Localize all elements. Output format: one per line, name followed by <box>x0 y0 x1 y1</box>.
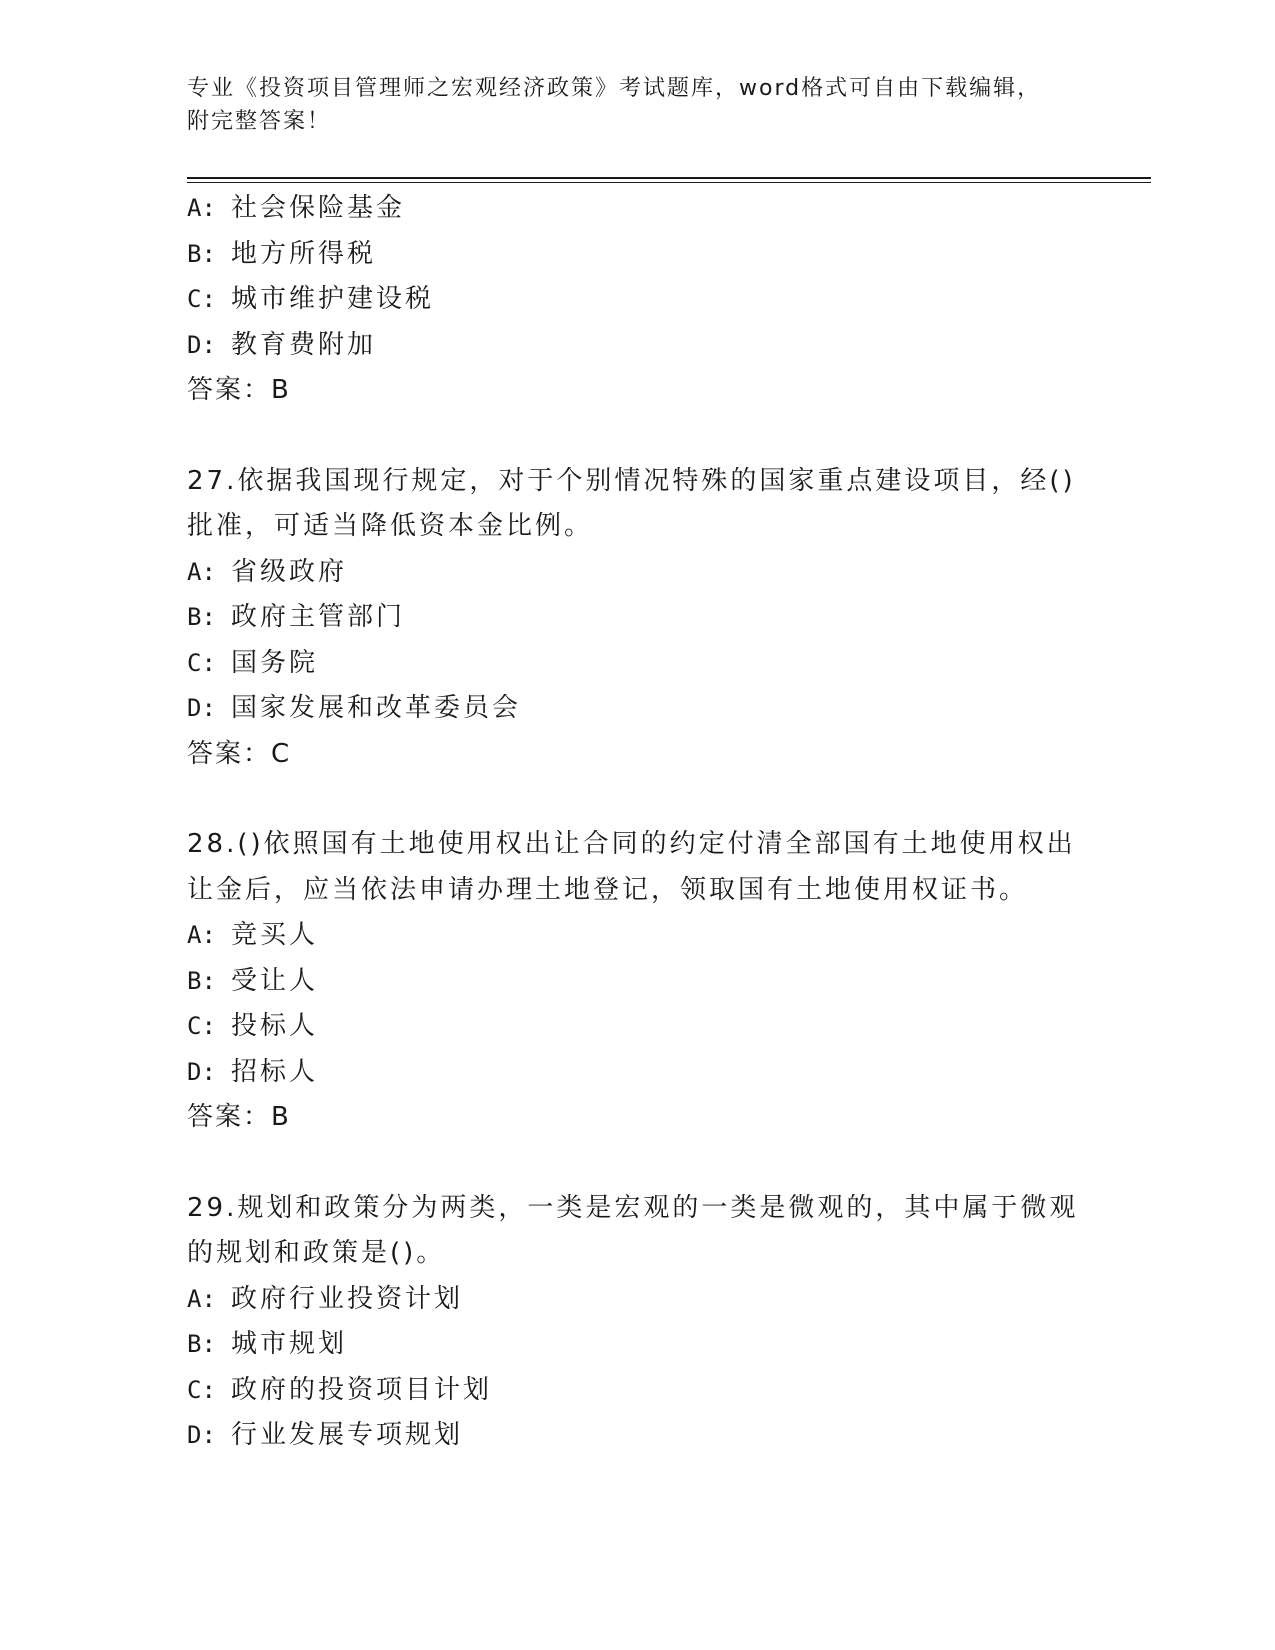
header-divider-thick <box>187 177 1151 179</box>
option-c <box>187 1004 1087 1050</box>
option-letter: C: <box>187 285 216 313</box>
option-letter: C: <box>187 648 216 677</box>
option-c <box>187 641 1087 687</box>
option-b <box>187 1322 1087 1368</box>
option-letter: A: <box>187 557 216 586</box>
header-divider-thin <box>187 182 1151 183</box>
option-text: 受让人 <box>231 965 319 996</box>
option-letter: B: <box>187 1330 216 1358</box>
question-stem-line-1: 28.()依照国有土地使用权出让合同的约定付清全部国有土地使用权出 <box>187 829 1076 859</box>
option-d <box>187 1413 1087 1459</box>
option-text: 投标人 <box>231 1011 319 1041</box>
option-text: 城市规划 <box>231 1329 348 1359</box>
option-letter: A: <box>187 194 216 222</box>
answer-line: 答案：B <box>187 1102 291 1132</box>
option-letter: D: <box>187 1057 216 1086</box>
document-header <box>187 72 1087 138</box>
header-line-2: 附完整答案！ <box>187 109 332 134</box>
option-letter: A: <box>187 921 216 949</box>
option-text: 政府行业投资计划 <box>231 1283 464 1314</box>
option-letter: D: <box>187 694 216 722</box>
option-text: 国家发展和改革委员会 <box>231 693 522 723</box>
question-29 <box>187 1186 1087 1459</box>
option-c <box>187 277 1087 323</box>
question-26 <box>187 186 1087 414</box>
option-text: 省级政府 <box>231 556 348 587</box>
option-a <box>187 186 1087 232</box>
header-line-1: 专业《投资项目管理师之宏观经济政策》考试题库，word格式可自由下载编辑， <box>187 76 1042 101</box>
question-list <box>187 186 1087 1459</box>
option-text: 政府主管部门 <box>231 602 406 632</box>
option-c <box>187 1368 1087 1414</box>
answer-line: 答案：B <box>187 375 291 405</box>
option-text: 竞买人 <box>231 920 319 950</box>
question-stem-line-2: 让金后，应当依法申请办理土地登记，领取国有土地使用权证书。 <box>187 874 1029 905</box>
option-d <box>187 686 1087 732</box>
option-text: 社会保险基金 <box>231 193 406 223</box>
question-stem-line-1: 29.规划和政策分为两类，一类是宏观的一类是微观的，其中属于微观 <box>187 1192 1079 1223</box>
answer-line: 答案：C <box>187 738 292 769</box>
option-text: 教育费附加 <box>231 329 377 360</box>
option-text: 招标人 <box>231 1056 319 1087</box>
option-text: 地方所得税 <box>231 238 377 269</box>
option-letter: B: <box>187 603 216 631</box>
option-a <box>187 550 1087 596</box>
option-letter: D: <box>187 1421 216 1449</box>
question-stem-line-2: 的规划和政策是()。 <box>187 1238 446 1268</box>
option-a <box>187 913 1087 959</box>
option-letter: A: <box>187 1284 216 1313</box>
option-text: 国务院 <box>231 647 319 678</box>
question-stem-line-2: 批准，可适当降低资本金比例。 <box>187 511 594 541</box>
option-text: 城市维护建设税 <box>231 284 435 314</box>
option-letter: C: <box>187 1012 216 1040</box>
option-letter: C: <box>187 1375 216 1404</box>
option-letter: D: <box>187 330 216 359</box>
option-b <box>187 959 1087 1005</box>
option-d <box>187 1050 1087 1096</box>
question-27 <box>187 459 1087 778</box>
option-a <box>187 1277 1087 1323</box>
question-stem-line-1: 27.依据我国现行规定，对于个别情况特殊的国家重点建设项目，经() <box>187 465 1076 496</box>
option-text: 政府的投资项目计划 <box>231 1374 493 1405</box>
option-b <box>187 595 1087 641</box>
option-d <box>187 323 1087 369</box>
option-text: 行业发展专项规划 <box>231 1420 464 1450</box>
option-b <box>187 232 1087 278</box>
question-28 <box>187 822 1087 1141</box>
option-letter: B: <box>187 239 216 268</box>
option-letter: B: <box>187 966 216 995</box>
